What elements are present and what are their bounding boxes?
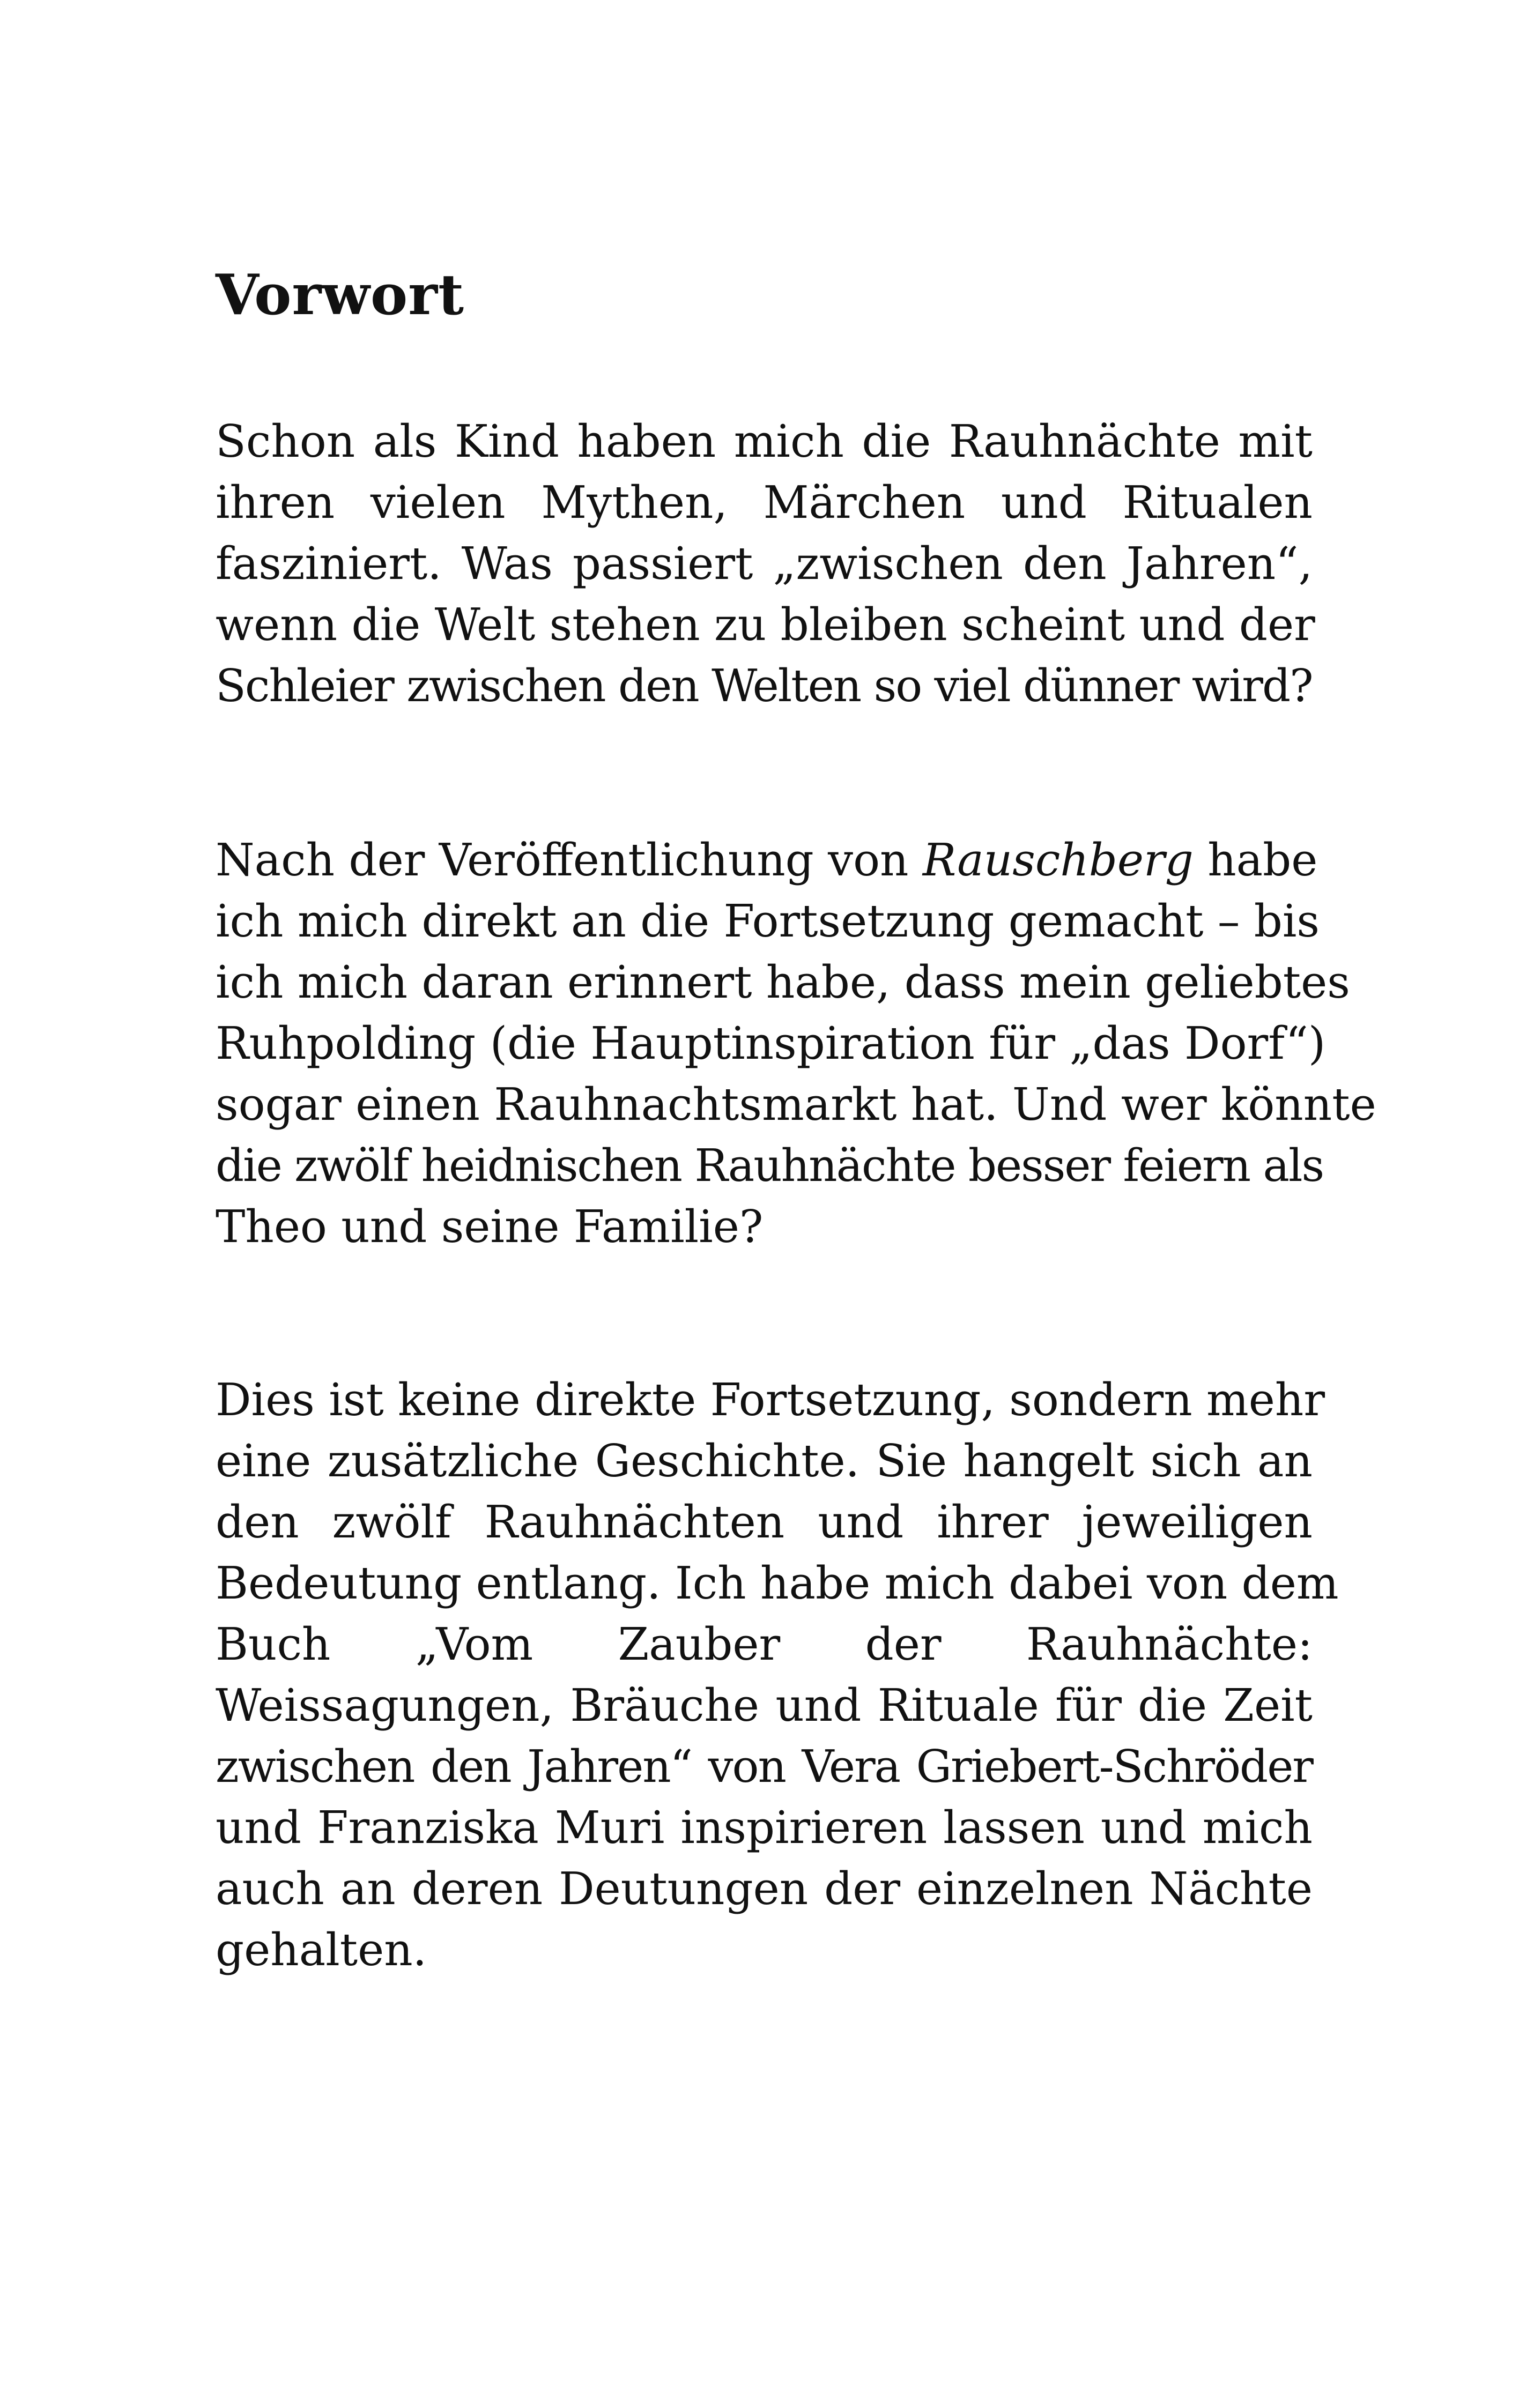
text-line: ich mich direkt an die Fortsetzung gemacht – bis: [216, 895, 1320, 947]
text-line: Buch „Vom Zauber der Rauhnächte:: [216, 1618, 1313, 1670]
text-line: fasziniert. Was passiert „zwischen den Jahren“,: [216, 538, 1313, 590]
text-segment: Nach der Veröffentlichung von: [216, 834, 909, 886]
text-line: Schon als Kind haben mich die Rauhnächte mit: [216, 415, 1313, 467]
text-line: auch an deren Deutungen der einzelnen Nächte: [216, 1863, 1313, 1915]
text-line: die zwölf heidnischen Rauhnächte besser feiern als: [216, 1140, 1324, 1192]
text-line: und Franziska Muri inspirieren lassen und mich: [216, 1802, 1313, 1854]
text-line: zwischen den Jahren“ von Vera Griebert-Schröder: [216, 1741, 1313, 1793]
text-line: ich mich daran erinnert habe, dass mein geliebtes: [216, 956, 1350, 1008]
text-line: [216, 830, 1318, 891]
chapter-title: Vorwort: [216, 262, 465, 328]
text-line: Schleier zwischen den Welten so viel dünner wird?: [216, 660, 1313, 712]
text-line: gehalten.: [216, 1924, 427, 1976]
text-line: wenn die Welt stehen zu bleiben scheint und der: [216, 599, 1315, 651]
paragraph-3: [216, 1370, 1339, 1981]
text-line: eine zusätzliche Geschichte. Sie hangelt sich an: [216, 1435, 1313, 1487]
book-title-italic: Rauschberg: [922, 834, 1194, 886]
paragraph-1: [216, 411, 1313, 717]
text-line: Ruhpolding (die Hauptinspiration für „das Dorf“): [216, 1017, 1326, 1069]
text-line: den zwölf Rauhnächten und ihrer jeweiligen: [216, 1496, 1313, 1548]
text-segment: habe: [1207, 834, 1318, 886]
text-line: Weissagungen, Bräuche und Rituale für die Zeit: [216, 1679, 1313, 1731]
text-line: ihren vielen Mythen, Märchen und Ritualen: [216, 477, 1313, 529]
text-line: Bedeutung entlang. Ich habe mich dabei von dem: [216, 1557, 1339, 1609]
text-line: sogar einen Rauhnachtsmarkt hat. Und wer könnte: [216, 1079, 1376, 1131]
text-line: Dies ist keine direkte Fortsetzung, sondern mehr: [216, 1374, 1325, 1426]
paragraph-2: [216, 830, 1376, 1258]
text-line: Theo und seine Familie?: [216, 1201, 764, 1253]
